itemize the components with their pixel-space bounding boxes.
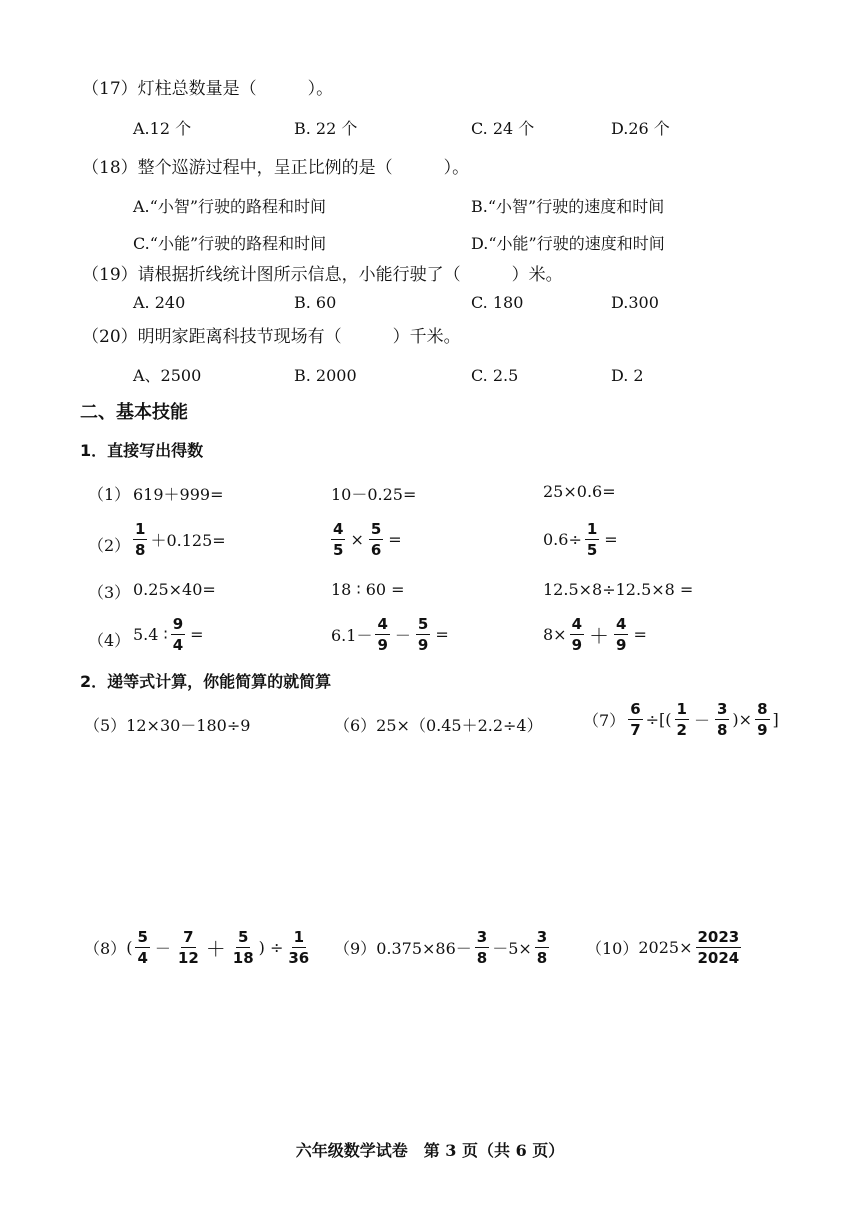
fraction xyxy=(675,701,689,738)
denominator: 12 xyxy=(177,949,199,967)
equals-sign: = xyxy=(604,530,618,549)
denominator: 8 xyxy=(135,541,146,559)
denominator: 9 xyxy=(757,721,768,739)
denominator: 5 xyxy=(333,541,344,559)
numerator: 4 xyxy=(333,520,344,538)
fraction xyxy=(135,929,149,966)
expression-text: 0.6÷ xyxy=(543,530,582,549)
numerator: 4 xyxy=(571,615,583,633)
q20-option-c: C. 2.5 xyxy=(471,366,519,385)
fraction xyxy=(475,929,489,966)
denominator: 4 xyxy=(172,636,184,654)
q19-option-c: C. 180 xyxy=(471,293,524,312)
direct-2a xyxy=(130,521,226,558)
equals-sign: = xyxy=(633,625,647,644)
expression-text: 6.1－ xyxy=(331,626,373,645)
numerator: 4 xyxy=(616,615,627,633)
operator: ) ÷ xyxy=(258,938,284,957)
expression-text: 0.375×86－ xyxy=(376,939,472,958)
problem-number: （8） xyxy=(84,939,127,958)
operator: ＋ xyxy=(205,937,226,961)
part-1-title: 1．直接写出得数 xyxy=(80,441,204,460)
problem-number: （9） xyxy=(334,939,377,958)
denominator: 5 xyxy=(586,541,598,559)
direct-row-3-number: （3） xyxy=(88,583,131,602)
denominator: 4 xyxy=(137,949,148,967)
equals-sign: = xyxy=(388,530,402,549)
numerator: 1 xyxy=(135,520,146,538)
question-18-stem: （18）整个巡游过程中，呈正比例的是（ ）。 xyxy=(82,158,470,178)
equals-sign: = xyxy=(190,625,204,644)
numerator: 4 xyxy=(377,615,388,633)
fraction xyxy=(696,929,742,966)
fraction xyxy=(231,929,256,966)
denominator: 36 xyxy=(288,949,310,967)
denominator: 9 xyxy=(571,636,583,654)
denominator: 8 xyxy=(476,949,488,967)
numerator: 5 xyxy=(237,928,249,946)
q17-option-c: C. 24 个 xyxy=(471,119,535,138)
q19-option-b: B. 60 xyxy=(294,293,337,312)
direct-1b: 10－0.25= xyxy=(331,485,417,504)
question-20-stem: （20）明明家距离科技节现场有（ ）千米。 xyxy=(82,327,461,347)
numerator: 2023 xyxy=(697,928,740,946)
numerator: 1 xyxy=(676,700,687,718)
expression-text: 8× xyxy=(543,625,567,644)
q20-option-b: B. 2000 xyxy=(294,366,357,385)
operator: × xyxy=(350,530,364,549)
fraction xyxy=(755,701,769,738)
q17-option-d: D.26 个 xyxy=(611,119,670,138)
denominator: 8 xyxy=(716,721,728,739)
numerator: 3 xyxy=(536,928,548,946)
denominator: 18 xyxy=(232,949,254,967)
direct-1c: 25×0.6= xyxy=(543,482,616,501)
question-17-stem: （17）灯柱总数量是（ ）。 xyxy=(82,79,334,99)
problem-9 xyxy=(334,929,552,966)
page-footer: 六年级数学试卷 第 3 页（共 6 页） xyxy=(295,1141,565,1160)
numerator: 3 xyxy=(476,928,488,946)
q20-option-d: D. 2 xyxy=(611,366,644,385)
denominator: 9 xyxy=(377,636,388,654)
fraction xyxy=(133,521,147,558)
fraction xyxy=(715,701,729,738)
numerator: 3 xyxy=(716,700,728,718)
direct-row-1-number: （1） xyxy=(88,485,131,504)
problem-5: （5）12×30－180÷9 xyxy=(84,716,251,735)
q19-option-d: D.300 xyxy=(611,293,659,312)
numerator: 8 xyxy=(757,700,768,718)
fraction xyxy=(416,616,430,653)
numerator: 6 xyxy=(630,700,641,718)
numerator: 7 xyxy=(183,928,194,946)
expression-text: －5× xyxy=(492,939,532,958)
numerator: 5 xyxy=(417,615,429,633)
fraction xyxy=(286,929,311,966)
fraction xyxy=(375,616,389,653)
numerator: 5 xyxy=(370,520,382,538)
numerator: 9 xyxy=(172,615,184,633)
fraction xyxy=(535,929,549,966)
bracket: ( xyxy=(126,938,133,957)
operator: － xyxy=(394,626,411,645)
fraction xyxy=(369,521,383,558)
q17-option-a: A.12 个 xyxy=(133,119,192,138)
direct-2b xyxy=(328,521,404,558)
denominator: 9 xyxy=(616,636,627,654)
fraction xyxy=(331,521,345,558)
expression-text: 2025× xyxy=(638,938,693,957)
operator: ＋ xyxy=(589,624,610,648)
bracket: ] xyxy=(772,710,779,729)
equals-sign: = xyxy=(435,625,449,644)
numerator: 1 xyxy=(586,520,598,538)
q20-option-a: A、2500 xyxy=(133,366,202,385)
q17-option-b: B. 22 个 xyxy=(294,119,358,138)
problem-number: （10） xyxy=(586,939,639,958)
fraction xyxy=(171,616,185,653)
part-2-title: 2．递等式计算，你能简算的就简算 xyxy=(80,672,332,691)
direct-3c: 12.5×8÷12.5×8 = xyxy=(543,580,694,599)
question-19-stem: （19）请根据折线统计图所示信息，小能行驶了（ ）米。 xyxy=(82,265,563,285)
q18-option-a: A.“小智”行驶的路程和时间 xyxy=(133,197,327,216)
problem-number: （7） xyxy=(583,711,626,730)
direct-4a xyxy=(133,616,206,653)
operator: － xyxy=(154,939,171,958)
operator: ÷[( xyxy=(645,710,672,729)
q18-option-d: D.“小能”行驶的速度和时间 xyxy=(471,234,665,253)
denominator: 7 xyxy=(630,721,641,739)
section-title: 二、基本技能 xyxy=(80,402,188,423)
direct-3a: 0.25×40= xyxy=(133,580,216,599)
problem-8 xyxy=(84,929,314,966)
problem-6: （6）25×（0.45＋2.2÷4） xyxy=(334,716,543,735)
operator: )× xyxy=(732,710,753,729)
direct-2c xyxy=(543,521,620,558)
direct-4c xyxy=(543,616,649,653)
numerator: 5 xyxy=(137,928,148,946)
q18-option-c: C.“小能”行驶的路程和时间 xyxy=(133,234,327,253)
fraction xyxy=(628,701,642,738)
problem-7 xyxy=(583,701,779,738)
expression-text: 5.4 ∶ xyxy=(133,625,168,644)
operator: － xyxy=(693,711,710,730)
fraction xyxy=(570,616,584,653)
direct-row-2-number: （2） xyxy=(88,536,131,555)
q19-option-a: A. 240 xyxy=(133,293,186,312)
direct-4b xyxy=(331,616,451,653)
expression-text: ＋0.125= xyxy=(150,531,226,550)
q18-option-b: B.“小智”行驶的速度和时间 xyxy=(471,197,665,216)
fraction xyxy=(614,616,628,653)
direct-row-4-number: （4） xyxy=(88,631,131,650)
denominator: 2024 xyxy=(697,949,740,967)
denominator: 9 xyxy=(417,636,429,654)
denominator: 8 xyxy=(536,949,548,967)
denominator: 6 xyxy=(370,541,382,559)
fraction xyxy=(176,929,201,966)
direct-1a: 619＋999= xyxy=(133,485,224,504)
direct-3b: 18 ∶ 60 = xyxy=(331,580,405,599)
numerator: 1 xyxy=(293,928,305,946)
denominator: 2 xyxy=(676,721,687,739)
problem-10 xyxy=(586,929,744,966)
fraction xyxy=(585,521,599,558)
